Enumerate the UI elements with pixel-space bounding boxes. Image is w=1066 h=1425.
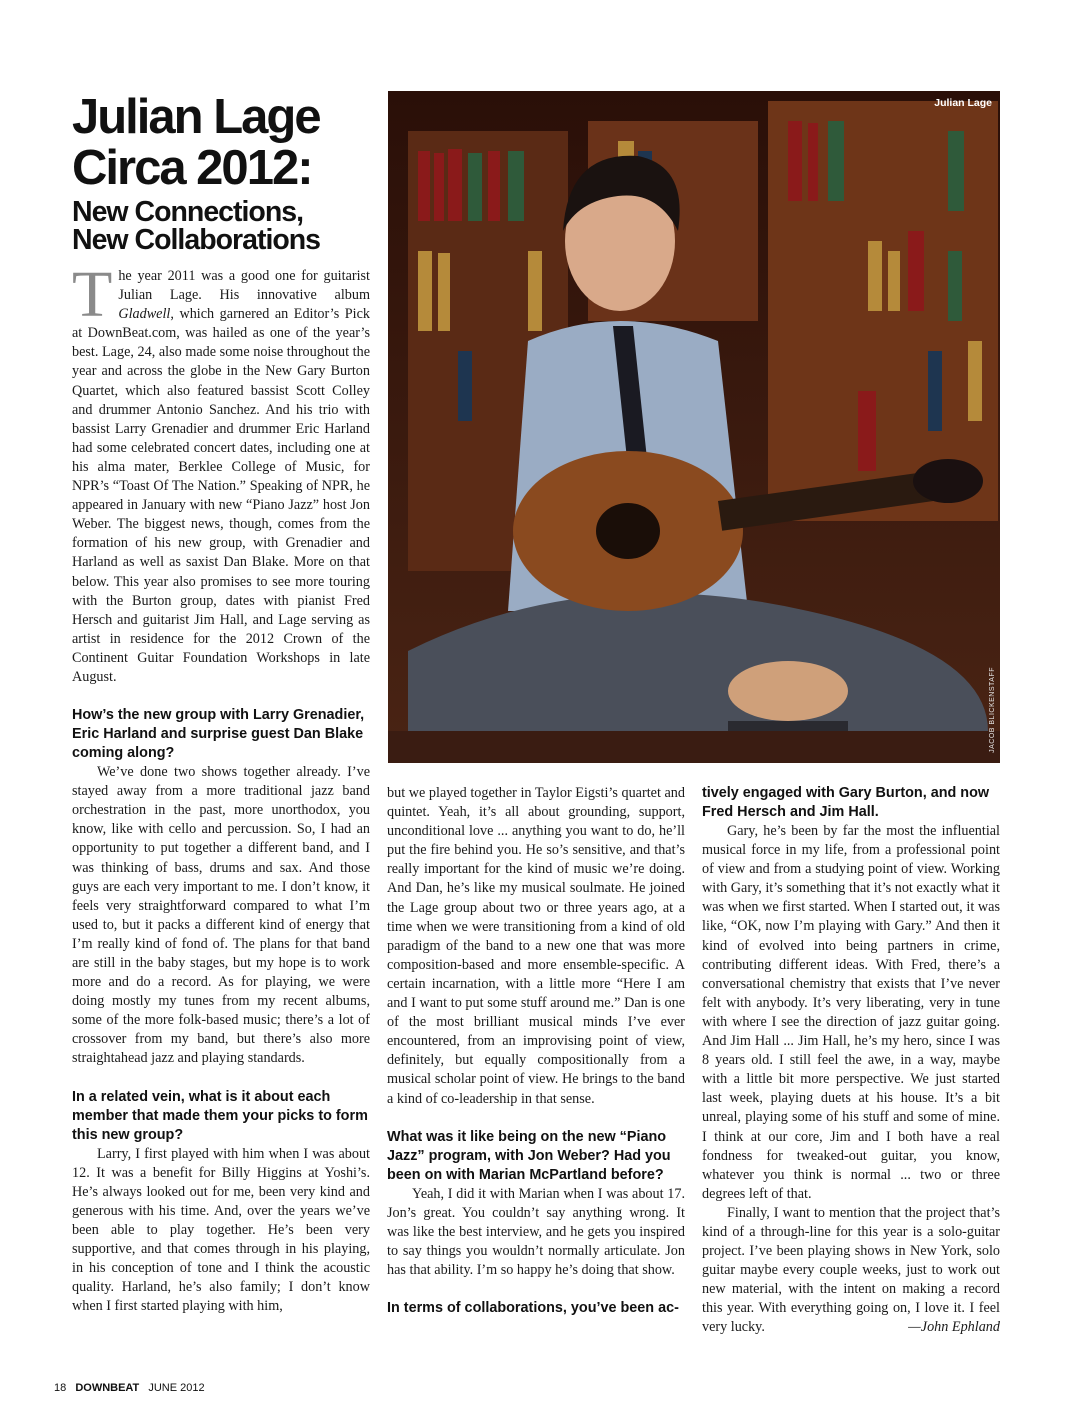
column-2 <box>387 784 685 1318</box>
spacer <box>72 1069 370 1088</box>
photo-caption: Julian Lage <box>934 97 992 109</box>
page-footer <box>54 1382 211 1394</box>
answer-1: We’ve done two shows together already. I’ve stayed away from a more traditional jazz band orchestration in the past, more unorthodox, you know, like with cello and percussion. So, I had an opportunity to put together a different band, and I was thinking of bass, drums and sax. And those guys are each very important to me. I don’t know, it feels very straightforward compared to what I’m used to, but it packs a different kind of energy that I’m really kind of fond of. The plans for that band are still in the baby stages, but my hope is to work more and do a record. As for playing, we were doing mostly my tunes from my recent albums, some of the more folk-based music; there’s a lot of crossover from my band, but there’s also more straightahead jazz and playing standards. <box>72 764 370 1067</box>
question-2: In a related vein, what is it about each member that made them your picks to form this new group? <box>72 1088 368 1143</box>
photo-credit: JACOB BLICKENSTAFF <box>989 667 996 753</box>
title-line-1: Julian Lage <box>72 90 320 144</box>
guitarist-photo-illustration <box>388 91 1000 763</box>
article-title-block <box>72 92 377 254</box>
spacer <box>387 1280 685 1299</box>
answer-2-part-2: but we played together in Taylor Eigsti’s quartet and quintet. Yeah, it’s all about grounding, support, unconditional love ... anything you want to do, he’ll put the fire behind you. He so’s sensitive, and that’s really important for the kind of music we’re doing. And Dan, he’s like my musical soulmate. He joined the Lage group about two or three years ago, at a time when we were transitioning from a kind of old paradigm of the band to a new one that was more composition-based and more ensemble-specific. A certain incarnation, with a little more “Here I am and I want to put some stuff around me.” Dan is one of the most brilliant musical minds I’ve ever encountered, from an improvising point of view, definitely, but equally compositionally from a musical scholar point of view. He brings to the band a kind of co-leadership in that sense. <box>387 785 685 1107</box>
question-4-part-1: In terms of collaborations, you’ve been ac- <box>387 1300 679 1317</box>
subtitle-line-1: New Connections, <box>72 196 304 228</box>
hero-photo <box>388 91 1000 763</box>
answer-3: Yeah, I did it with Marian when I was about 17. Jon’s great. You couldn’t say anything wrong. It was like the best interview, and he gets you inspired to say things you wouldn’t normally articulate. Jon has that ability. I’m so happy he’s doing that show. <box>387 1185 685 1278</box>
album-title: Gladwell <box>118 306 171 323</box>
title-line-2: Circa 2012: <box>72 141 312 195</box>
answer-4: Gary, he’s been by far the most the influential musical force in my life, from a professional point of view and from a studying point of view. Working with Gary, it’s something that it’s not exactly what it was when we first started. When I started out, it was like, “OK, now I’m playing with Gary.” And then it kind of evolved into being partners in crime, contributing different ideas. With Fred, there’s a conversational chemistry that exists that I’ve never felt with anybody. It’s very liberating, very in tune with where I see the direction of jazz guitar going. And Jim Hall ... Jim Hall, he’s my hero, since I was 8 years old. I still feel the awe, in a way, maybe with a little bit more perspective. We just started last week, playing duets at his house. It’s a bit unreal, playing some of his stuff and some of mine. I think at our core, Jim and I both have a real fondness for tweaked-out guitar, you know, whatever you think is normal ... two or three degrees left of that. <box>702 823 1000 1202</box>
author-byline: —John Ephland <box>908 1319 1000 1336</box>
question-1: How’s the new group with Larry Grenadier, Eric Harland and surprise guest Dan Blake coming along? <box>72 707 365 762</box>
magazine-name: DOWNBEAT <box>75 1382 140 1394</box>
spacer <box>387 1109 685 1128</box>
question-4-part-2: tively engaged with Gary Burton, and now Fred Hersch and Jim Hall. <box>702 785 990 820</box>
article-subtitle <box>72 198 377 254</box>
question-3: What was it like being on the new “Piano Jazz” program, with Jon Weber? Had you been on with Marian McPartland before? <box>387 1128 671 1183</box>
subtitle-line-2: New Collaborations <box>72 224 321 256</box>
spacer <box>72 687 370 706</box>
article-title <box>72 92 377 194</box>
column-1 <box>72 258 370 1316</box>
answer-2-part-1: Larry, I first played with him when I was about 12. It was a benefit for Billy Higgins at Yoshi’s. He’s always looked out for me, been very kind and generous with his time. And, over the years we’ve been able to play together. He’s been very supportive, and that comes through in his playing, in his conception of tone and I think the acoustic quality. Harland, he’s also family; I don’t know when I first started playing with him, <box>72 1145 370 1315</box>
column-3 <box>702 784 1000 1338</box>
issue-date: JUNE 2012 <box>148 1382 205 1394</box>
drop-cap: T <box>72 258 113 331</box>
page-number: 18 <box>54 1382 67 1394</box>
intro-paragraph: The year 2011 was a good one for guitarist Julian Lage. His innovative album Gladwell, which garnered an Editor’s Pick at DownBeat.com, was hailed as one of the year’s best. Lage, 24, also made some noise throughout the year and across the globe in the New Gary Burton Quartet, which also featured bassist Scott Colley and drummer Antonio Sanchez. And his trio with bassist Larry Grenadier and drummer Eric Harland had some celebrated concert dates, including one at his alma mater, Berklee College of Music, for NPR’s “Toast Of The Nation.” Speaking of NPR, he appeared in January with new “Piano Jazz” host Jon Weber. The biggest news, though, comes from the formation of his new group, with Grenadier and Harland as well as saxist Dan Blake. More on that below. This year also promises to see more touring with the Burton group, dates with pianist Fred Hersch and guitarist Jim Hall, and Lage serving as artist in residence for the 2012 Crown of the Continent Guitar Foundation Workshops in late August. <box>72 258 370 685</box>
closing-paragraph: Finally, I want to mention that the project that’s kind of a through-line for this year is a solo-guitar project. I’ve been playing shows in New York, solo guitar maybe every couple weeks, just to work out new material, with the intent on making a record this year. With everything going on, I love it. I feel very lucky. —John Ephland <box>702 1204 1000 1338</box>
